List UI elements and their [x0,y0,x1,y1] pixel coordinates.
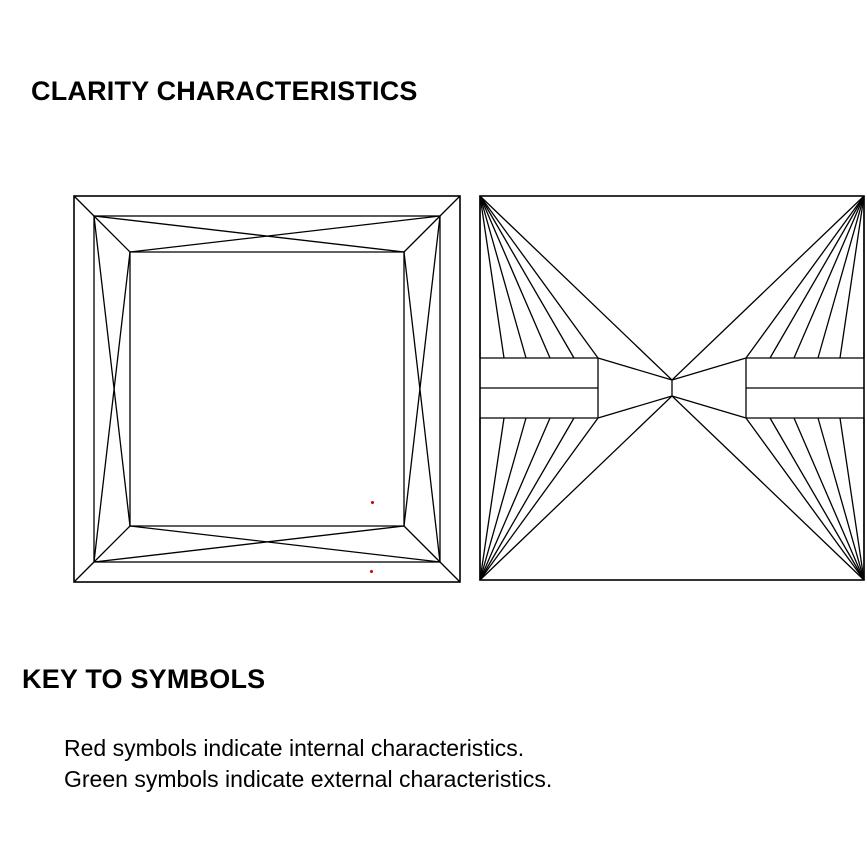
crown-plot-diagram [72,194,462,584]
crown-bezel-right-b [404,252,440,562]
key-to-symbols-legend [64,733,552,795]
key-to-symbols-title: KEY TO SYMBOLS [22,664,266,694]
pavilion-fan-bl-4 [480,418,526,580]
pavilion-chevron-bottom [480,396,864,580]
crown-bezel-top-b [130,216,440,252]
crown-bezel-right-a [404,216,440,526]
pavilion-fan-tl-4 [480,196,526,358]
pavilion-fan-tr-2 [770,196,864,358]
crown-plot-svg [72,194,462,584]
crown-corner-line-br [440,562,460,582]
crown-corner-line-tl [74,196,94,216]
crown-girdle-outline [74,196,460,582]
pavilion-fan-br-2 [770,418,864,580]
pavilion-fan-tl-5 [480,196,504,358]
legend-external-line: Green symbols indicate external characteristics. [64,766,553,792]
crown-main-tl [94,216,130,252]
page-title: CLARITY CHARACTERISTICS [31,76,418,106]
pavilion-chevron-top [480,196,864,380]
pavilion-fan-tl-2 [480,196,574,358]
pavilion-fan-br-5 [840,418,864,580]
crown-inner-girdle [94,216,440,562]
crown-corner-line-bl [74,562,94,582]
inclusion-marker [371,501,374,504]
inclusion-marker [370,570,373,573]
pavilion-fan-tr-5 [840,196,864,358]
pavilion-fan-bl-2 [480,418,574,580]
crown-bezel-bottom-a [94,526,404,562]
pavilion-plot-svg [478,194,866,582]
crown-bezel-left-b [94,252,130,562]
crown-main-bl [94,526,130,562]
crown-main-tr [404,216,440,252]
legend-internal-line: Red symbols indicate internal characteristics. [64,735,525,761]
pavilion-plot-diagram [478,194,866,582]
pavilion-fan-br-4 [818,418,864,580]
pavilion-fan-tr-4 [818,196,864,358]
crown-table-facet [130,252,404,526]
pavilion-fan-bl-5 [480,418,504,580]
crown-bezel-top-a [94,216,404,252]
crown-bezel-left-a [94,216,130,526]
crown-bezel-bottom-b [130,526,440,562]
crown-corner-line-tr [440,196,460,216]
crown-main-br [404,526,440,562]
